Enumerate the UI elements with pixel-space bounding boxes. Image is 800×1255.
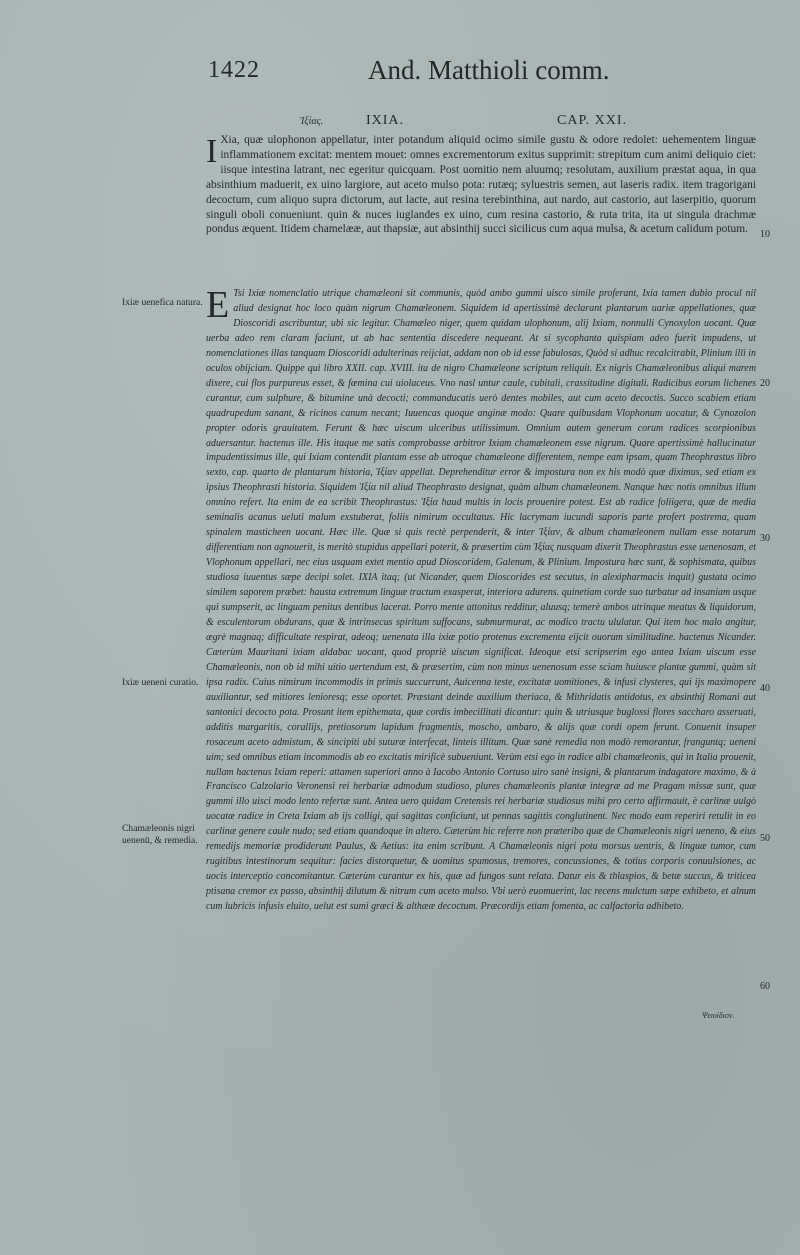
chapter-title: IXIA. xyxy=(366,113,405,128)
commentary-text xyxy=(206,284,756,915)
initial-letter: I xyxy=(206,133,218,170)
line-number: 20 xyxy=(760,378,770,389)
margin-note: Chamæleonis nigri uenenū, & remedia. xyxy=(122,823,198,846)
line-number: 50 xyxy=(760,833,770,844)
commentary-initial-letter: E xyxy=(206,284,230,326)
line-number: 40 xyxy=(760,683,770,694)
catchword: Ψειυίδιον. xyxy=(702,1011,735,1020)
chapter-heading xyxy=(300,113,720,133)
chapter-number: CAP. XXI. xyxy=(557,113,628,128)
margin-note: Ixiæ uenefica natura. xyxy=(122,297,203,308)
margin-note: Ixiæ ueneni curatio. xyxy=(122,677,199,688)
running-title: And. Matthioli comm. xyxy=(368,55,610,85)
line-number: 60 xyxy=(760,981,770,992)
dioscorides-text-body: Xia, quæ ulophonon appellatur, inter potandum aliquid ocimo simile gustu & odore redolet: uehementem linguæ inflammationem excitat: mentem mouet: omnes excrementorum exitus supprimit: strepitum cum animi deliquio ciet: iisque intestina latrant, nec egeritur quicquam. Post uomitio nem aluumq; resolutam, auxilium præstat aqua, in qua absinthium maduerit, ex uino largiore, aut aceto mulso pota: rutæq; syluestris semen, aut laseris radix. item tragorigani decoctum, cum aliquo supra dictorum, aut lacte, aut resina terebinthina, aut nardo, aut castorio, aut laserpitio, quorum singuli oboli conueniunt. quin & nuces iuglandes ex uino, cum resina castorio, & ruta trita, ita ut singula drachmæ pondus æquent. Itidem chamelææ, aut thapsiæ, aut absinthij succi sicilicus cum aqua mulsa, & acetum calidum potum. xyxy=(206,134,756,236)
line-number: 30 xyxy=(760,533,770,544)
dioscorides-text xyxy=(206,133,756,237)
page-header xyxy=(208,55,628,95)
chapter-greek-label: Ἰξίας. xyxy=(300,116,324,127)
page-number: 1422 xyxy=(208,57,260,83)
commentary-text-body: Tsi Ixiæ nomenclatio utrique chamæleoni sit communis, quòd ambo gummi uisco simile proferant, Ixia tamen dubio procul nil aliud designat hoc loco quàm nigrum Chamæleonem. Siquidem id apertissimè declarant plantarum uariæ appellationes, quæ Dioscoridi ascribuntur, ubi sic legitur. Chamæleo niger, quem quidam ulophonum, alij Ixiam, nonnulli Cynoxylon uocant. Quæ uerba adeo rem claram faciunt, ut ab hac sententia discedere nequeant. At si sycophanta quispiam adeo fuerit impudens, ut nomenclationes illas tanquam Dioscoridi adulterinas reijciat, addam non ob id esse fabulosas, Quòd si adhuc recalcitrabit, Plinium illi in oculos obijciam. Quippe qui libro XXII. cap. XVIII. ita de nigro Chamæleone scriptum reliquit. Ex nigris Chamæleonibus aliqui marem dixere, cui flos purpureus esset, & fæmina cui uiolaceus. Vno nasl untur caule, cubitali, crassitudine digitali. Radicibus eorum lichenes curantur, cum sulphure, & bitumine unà decocti; commanducatis uerò dentes mobiles, aut cum aceto decoctis. Succo scabiem etiam quadrupedum sanant, & ricinos canum necant; Iuuencas quoque anginæ modo: Quare quibusdam Vlophonum uocatur, & Cynozolon propter odoris grauitatem. Ferunt & hæc uiscum ulceribus utilissimum. Omnium autem generum corum radices scorpionibus aduersantur. hactenus ille. His itaque me satis comprobasse arbitror Ixiam chamæleonem esse nigrum. Quare apertissimè hallucinatur impudentissimus ille, qui Ixiam contendit plantam esse ab utroque chamæleone differentem, nempe eam ipsam, quam Theophrastus libro sexto, cap. quarto de plantarum historia, Ἰξίαν appellat. Deprehenditur error & impostura non ex his modò quæ diximus, sed etiam ex ipsius Theophrasti historia. Siquidem Ἰξία nil aliud Theophrasto designat, quàm album chamæleonem. Nanque hæc notis omnibus illum omnino refert. Ita enim de ea scribit Theophrastus: Ἰξία haud multis in locis prouenire potest. Est ab radice foliigera, quæ de media seminalis acanus ueluti malum exstuberat, foliis nimirum occultatus. Hic lacrymam iucundi saporis parte profert postrema, quam spinalem masticheen uocant. Hæc ille. Quæ si quis rectè perpenderit, & inter Ἰξίαν, & album chamæleonem nullam esse notarum differentiam non agnouerit, is meritò stupidus appellari poterit, & præsertim cùm Ἰξίας nusquam dixerit Theophrastus esse uenenosam, et Vlophonum appellari, nec eius usquam extet mentio apud Dioscoridem, Galenum, & Plinium. Impostura hæc sunt, & sophismata, quibus studiosa iuuentus sæpe decipi solet. IXIA itaq; (ut Nicander, quem Dioscorides est secutus, in alexipharmacis inquit) gustata ocimo similem saporem præbet: hausta extremum linguæ tractum exasperat, interiora adurens. quinetiam corde suo turbatur ad insaniam usque qui sumpserit, ac linguam penitus dentibus lacerat. Porro mente attonitus redditur, aluusq; temerè ambos utrinque meatus & liquidorum, & esculentorum obdurans, quæ & intrinsecus spiritum suffocans, submurmurat, ac modico tractu ululatur. Qui item hoc malo angitur, ægrè magnaq; difficultate respirat, adeoq; uenenata illa ixiæ potio protenus excrementa eijcit ouorum similitudine. hactenus Nicander. Cæterùm Mauritani ixiam aldabac uocant, quod propriè uiscum significat. Ideoque etsi scripserim ego antea Ixiam uiscum esse Chamæleonis, non ob id mihi uitio uertendum est, & præsertim, cùm non minus uenenosum esse sciam huiusce plantæ gummi, quàm sit ipsa radix. Cuius nimirum incommodis in primis succurrunt, Auicenna teste, excitatæ uomitiones, & infusi clysteres, qui ijs maximopere auxiliantur, sed mitiores lenioresq; esse oportet. Præstant deinde auxilium theriaca, & Mithridatis antidotus, ex absinthij Romani aut santonici decocto pota. Prosunt item epithemata, quæ cordis imbecillitati dicantur: quin & utriusque buglossi flores saccharo asseruati, additis margaritis, corallijs, pretiosorum lapidum fragmentis, moscho, ambaro, & alijs quæ cordi opem ferunt. Conuenit insuper rosaceum aceto admistum, & sincipiti ubi suturæ interfecat, linteis illitum. Quæ sanè remedia non modò remorantur, franguntq; ueneni uim; sed omnibus etiam incommodis ab eo excitatis mirificè subueniunt. Verùm etsi ego in radice albi chamæleonis, qui in Italia prouenit, nullam hactenus Ixiam reperi: attamen superiori anno à Iacobo Antonio Cortuso uiro sanè insigni, & plantarum indagatore maximo, & à Francisco Calzolario Veronensi rei herbariæ admodum studioso, plures chamæleonis plantæ integræ ad me Pragam missæ sunt, quæ gummi illo uisci modo lento refertæ sunt. Antea uero quidam Cretensis rei herbariæ studiosus mihi pro certo affirmauit, è carlinæ uulgò uocatæ radice in Creta Ixiam ab ijs colligi, qui sagittas conficiunt, ut pennas sagittis conglutinent. Nec modo eam reperiri retulit in eo carlinæ genere caule nudo; sed etiam quandoque in altero. Cæterùm hic referre non præteribo quæ de Chamæleonis nigri ueneno, & eius remedijs memoriæ prodiderunt Paulus, & Aetius: ita enim scribunt. A Chamæleonis nigri potu morsus uentris, & linguæ tumor, cum rugitibus intestinorum sequitur: facies distorquetur, & uomitus spumosus, tremores, concussiones, & totius corporis conuulsiones, ac uocis interceptio concomitantur. Cæterùm curantur ex his, quæ ad fungos sunt relata. Datur eis & thlaspios, & betæ succus, & triticea ptisana cremor ex passo, absinthij dilutum & nitrum cum aceto mulso. Vbi uerò euomuerint, lac recens mulctum sæpe exhibeto, et alnum cum lubricis infusis eluito, uelut est sumi græci & althææ decoctum. Præcordijs etiam fomenta, ac calfactoria adhibeto. xyxy=(206,288,756,913)
line-number: 10 xyxy=(760,229,770,240)
